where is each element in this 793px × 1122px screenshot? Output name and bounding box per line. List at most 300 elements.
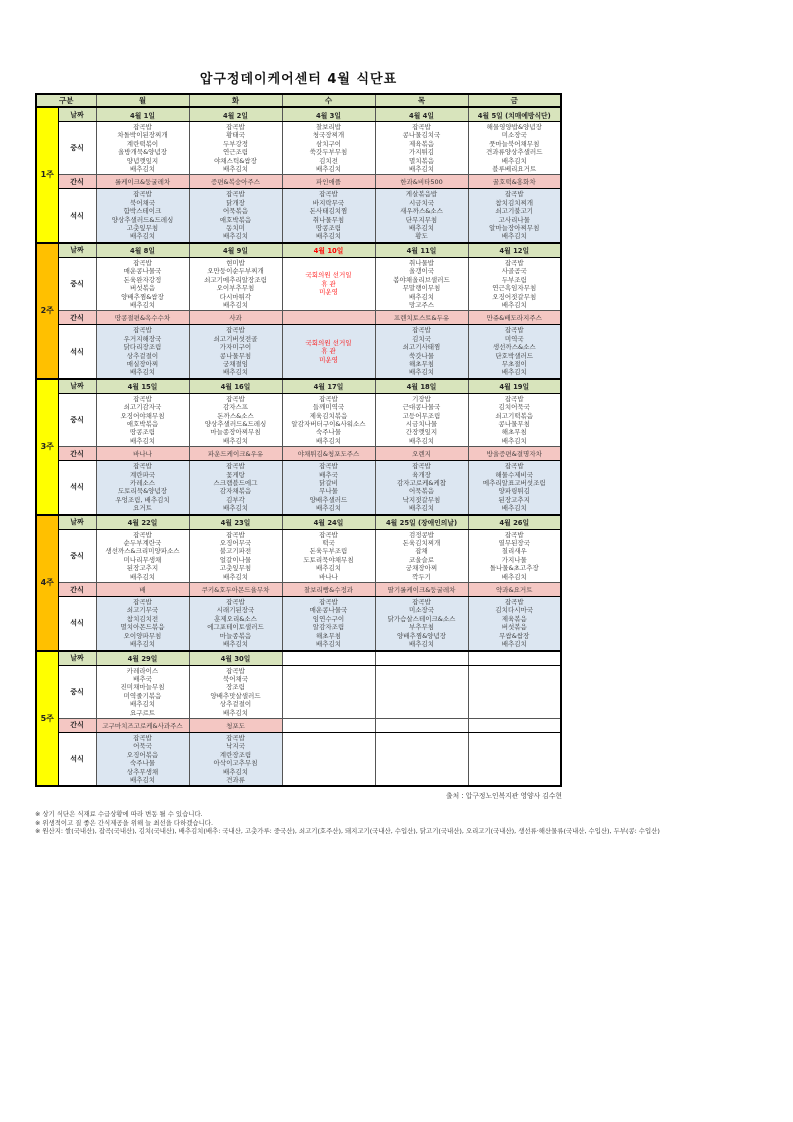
menu-item: 참치김치찌개 <box>495 198 534 207</box>
menu-item: 휴 관 <box>321 347 336 356</box>
menu-item: 잡곡밥 <box>412 462 431 471</box>
menu-item: 무쌈&쌈장 <box>499 631 530 640</box>
menu-item: 바나나 <box>319 572 338 581</box>
menu-item: 잡곡밥 <box>226 462 245 471</box>
snack-cell: 땅콩절편&옥수수차 <box>96 311 189 325</box>
dinner-cell <box>375 325 468 379</box>
footnote-1: ※ 상기 식단은 식재료 수급상황에 따라 변동 될 수 있습니다. <box>35 810 203 819</box>
menu-item: 어묵국 <box>133 742 152 751</box>
menu-item: 새우까스&소스 <box>400 207 443 216</box>
menu-item: 상추무생채 <box>126 767 159 776</box>
date-row <box>36 651 561 666</box>
footnotes <box>35 810 773 835</box>
lunch-cell <box>96 122 189 175</box>
menu-item: 배추김치 <box>222 767 249 776</box>
menu-item: 잡곡밥 <box>504 326 524 335</box>
snack-row-label: 간식 <box>58 175 96 189</box>
week-label: 5주 <box>36 651 58 787</box>
menu-item: 잡곡밥 <box>133 190 152 199</box>
menu-item: 카레라이스 <box>126 666 159 675</box>
menu-item: 청국장찌개 <box>312 131 345 140</box>
snack-cell: 증편&복숭아주스 <box>189 175 282 189</box>
snack-cell: 오렌지 <box>375 447 468 461</box>
menu-item: 버섯볶음 <box>129 284 156 293</box>
dinner-cell <box>189 325 282 379</box>
date-cell: 4월 15일 <box>96 379 189 394</box>
lunch-cell <box>375 122 468 175</box>
menu-item: 양상추샐러드&드레싱 <box>111 215 174 224</box>
lunch-cell <box>282 665 375 718</box>
dinner-cell <box>189 461 282 515</box>
snack-cell: 찰보리빵&수정과 <box>282 583 375 597</box>
date-cell <box>468 651 561 666</box>
menu-item: 견과류 <box>226 775 245 784</box>
menu-item: 기장밥 <box>412 394 431 403</box>
menu-item: 애호박볶음 <box>219 215 252 224</box>
menu-item: 미소장국 <box>501 131 527 140</box>
menu-item: 닭갈비 <box>319 479 338 487</box>
menu-item: 열무된장국 <box>498 539 530 548</box>
menu-item: 잡곡밥 <box>226 598 245 607</box>
menu-item: 미나리무생채 <box>123 555 162 564</box>
menu-item: 해물수제비국 <box>495 470 534 479</box>
menu-item: 칠리새우 <box>501 547 527 556</box>
menu-item: 고춧잎무침 <box>126 224 159 233</box>
menu-item: 차돌박이된장찌개 <box>117 131 168 140</box>
menu-item: 동치미 <box>226 224 245 233</box>
menu-item: 해초무침 <box>501 428 527 437</box>
menu-item: 함박스테이크 <box>123 207 162 216</box>
menu-item: 고춧잎무침 <box>219 564 252 573</box>
date-row <box>36 243 561 258</box>
week-label: 2주 <box>36 243 58 379</box>
snack-cell: 약과&요거트 <box>468 583 561 597</box>
lunch-row-label: 중식 <box>58 257 96 310</box>
date-cell: 4월 2일 <box>189 107 282 122</box>
menu-item: 배추김치 <box>408 504 435 513</box>
menu-item: 쇠고기감자국 <box>123 403 162 412</box>
lunch-cell <box>96 665 189 718</box>
menu-item: 잡곡밥 <box>412 123 431 131</box>
menu-item: 배추김치 <box>315 504 342 513</box>
date-row-label: 날짜 <box>58 107 96 122</box>
lunch-cell <box>189 122 282 175</box>
menu-item: 황태국 <box>226 131 245 140</box>
menu-item: 콩나물김치국 <box>402 131 441 140</box>
menu-item: 김부각 <box>226 495 245 504</box>
menu-item: 메추리알표고버섯조림 <box>482 479 546 487</box>
menu-item: 잡채 <box>415 547 428 556</box>
dinner-cell <box>375 461 468 515</box>
date-cell: 4월 29일 <box>96 651 189 666</box>
menu-item: 배추김치 <box>222 165 249 174</box>
menu-item: 잡곡밥 <box>133 394 152 403</box>
menu-item: 미소장국 <box>408 606 435 615</box>
menu-item: 배추김치 <box>408 436 435 445</box>
menu-item: 검정콩밥 <box>408 530 435 539</box>
menu-item: 해물영양밥&양념장 <box>486 123 542 131</box>
menu-item: 연근조림 <box>222 148 249 157</box>
menu-item: 알감자버터구이&사워소스 <box>291 419 366 428</box>
snack-cell: 사과 <box>189 311 282 325</box>
menu-item: 쇠고기메추리알장조림 <box>204 275 267 284</box>
lunch-cell <box>96 529 189 582</box>
menu-item: 배추김치 <box>501 436 527 445</box>
menu-item: 상추겉절이 <box>126 351 159 360</box>
date-cell: 4월 25일 (장애인의날) <box>375 515 468 530</box>
menu-item: 배추김치 <box>222 504 249 513</box>
menu-item: 낙지젓갈무침 <box>402 495 441 504</box>
menu-item: 해초무침 <box>315 631 342 640</box>
date-row-label: 날짜 <box>58 379 96 394</box>
snack-cell <box>282 311 375 325</box>
date-cell: 4월 18일 <box>375 379 468 394</box>
menu-item: 얼갈이나물 <box>219 555 252 564</box>
menu-item: 견과류양상추샐러드 <box>485 148 543 157</box>
dinner-cell <box>282 597 375 651</box>
date-cell: 4월 16일 <box>189 379 282 394</box>
menu-item: 돈육두부조림 <box>309 547 348 556</box>
menu-item: 북어채국 <box>222 674 249 683</box>
menu-item: 근대콩나물국 <box>402 403 441 412</box>
lunch-row-label: 중식 <box>58 665 96 718</box>
date-cell: 4월 11일 <box>375 243 468 258</box>
menu-item: 콩나물무침 <box>219 351 252 360</box>
menu-item: 배추김치 <box>129 700 156 709</box>
menu-item: 제육볶음 <box>408 139 435 148</box>
menu-item: 잡곡밥 <box>319 598 338 607</box>
lunch-cell <box>282 529 375 582</box>
header-row <box>36 94 561 107</box>
date-cell: 4월 26일 <box>468 515 561 530</box>
menu-item: 양배추찜&쌈장 <box>121 292 164 301</box>
menu-item: 매운콩나물국 <box>123 267 162 276</box>
menu-item: 김치다시마국 <box>495 606 534 615</box>
menu-item: 숙주나물 <box>129 759 156 768</box>
menu-item: 쇠고기불고기 <box>495 207 534 216</box>
dinner-row <box>36 461 561 515</box>
menu-item: 쑥갓두부무침 <box>309 148 348 157</box>
menu-item: 닭개장 <box>226 198 245 207</box>
lunch-cell <box>189 665 282 718</box>
menu-item: 가지나물 <box>501 555 527 564</box>
menu-item: 고사리나물 <box>498 215 530 224</box>
date-row <box>36 515 561 530</box>
menu-item: 잡곡밥 <box>504 530 524 539</box>
menu-item: 궁채절임 <box>222 359 249 368</box>
dinner-cell <box>189 189 282 243</box>
menu-item: 깍두기 <box>412 572 431 581</box>
snack-cell: 롤케이크&둥굴레차 <box>96 175 189 189</box>
menu-item: 상추겉절이 <box>219 700 252 709</box>
snack-cell: 파인애플 <box>282 175 375 189</box>
date-cell: 4월 3일 <box>282 107 375 122</box>
menu-item: 쇠고기무국 <box>126 606 159 615</box>
menu-item: 배추김치 <box>129 232 156 241</box>
dinner-cell <box>375 597 468 651</box>
menu-item: 양배추찜&양념장 <box>396 631 447 640</box>
menu-item: 쇠고기사태찜 <box>402 343 441 352</box>
snack-cell: 한과&비타500 <box>375 175 468 189</box>
menu-item: 시금치나물 <box>405 419 438 428</box>
menu-item: 잡곡밥 <box>412 598 431 607</box>
menu-item: 요구르트 <box>129 708 156 717</box>
menu-item: 우엉조림, 배추김치 <box>115 495 170 504</box>
dinner-cell <box>96 597 189 651</box>
snack-cell: 바나나 <box>96 447 189 461</box>
menu-item: 돈까스&소스 <box>217 411 254 420</box>
snack-cell <box>282 718 375 732</box>
snack-row <box>36 175 561 189</box>
lunch-row-label: 중식 <box>58 529 96 582</box>
menu-item: 돈육완자강정 <box>123 275 162 284</box>
menu-item: 계란장조림 <box>219 750 252 759</box>
lunch-cell <box>468 122 561 175</box>
menu-item: 오징어볶음 <box>126 750 159 759</box>
dinner-cell <box>189 597 282 651</box>
menu-item: 애호박볶음 <box>126 419 159 428</box>
lunch-cell <box>468 257 561 310</box>
date-row-label: 날짜 <box>58 515 96 530</box>
menu-item: 다시마튀각 <box>219 292 252 301</box>
menu-item: 배추김치 <box>129 165 156 174</box>
menu-item: 두부강정 <box>222 139 249 148</box>
lunch-row-label: 중식 <box>58 393 96 446</box>
day-header: 월 <box>96 94 189 107</box>
dinner-cell <box>375 732 468 786</box>
lunch-cell <box>468 529 561 582</box>
menu-item: 양배추샐러드 <box>309 495 348 504</box>
menu-item: 김치전 <box>319 156 338 165</box>
menu-item: 궁채장아찌 <box>405 564 438 573</box>
menu-item: 배추국 <box>133 674 152 683</box>
menu-item: 배추김치 <box>408 368 435 377</box>
snack-cell <box>468 718 561 732</box>
lunch-cell <box>468 665 561 718</box>
snack-cell: 고구마치즈고로케&사과주스 <box>96 718 189 732</box>
menu-item: 오이양파무침 <box>123 631 162 640</box>
menu-item: 잡곡밥 <box>133 733 152 742</box>
menu-item: 양파링튀김 <box>498 487 530 496</box>
menu-item: 어묵볶음 <box>222 207 249 216</box>
menu-item: 배추김치 <box>501 640 527 649</box>
menu-item: 국회의원 선거일 <box>305 271 352 280</box>
menu-item: 된장고추지 <box>126 564 159 573</box>
week-label: 3주 <box>36 379 58 515</box>
menu-item: 단호박샐러드 <box>495 351 534 360</box>
menu-item: 배추김치 <box>501 504 527 513</box>
source-credit: 출처 : 압구정노인복지관 영양사 김수현 <box>446 792 562 801</box>
menu-item: 콩나물무침 <box>498 419 530 428</box>
menu-item: 잡곡밥 <box>319 394 338 403</box>
menu-item: 배추국 <box>319 470 338 479</box>
menu-item: 장조림 <box>226 683 245 692</box>
dinner-cell <box>282 189 375 243</box>
week-label: 1주 <box>36 107 58 243</box>
menu-item: 야채스틱&쌈장 <box>214 156 257 165</box>
menu-item: 매실장아찌 <box>126 359 159 368</box>
menu-item: 사골곰국 <box>501 267 527 276</box>
menu-item: 알마늘장아찌무침 <box>489 224 540 233</box>
menu-item: 닭다리장조림 <box>123 343 162 352</box>
dinner-cell <box>96 732 189 786</box>
snack-cell <box>375 718 468 732</box>
menu-item: 잡곡밥 <box>133 598 152 607</box>
lunch-cell <box>96 393 189 446</box>
menu-item: 진미채마늘무침 <box>120 683 165 692</box>
date-cell: 4월 23일 <box>189 515 282 530</box>
dinner-cell <box>468 732 561 786</box>
menu-item: 들깨미역국 <box>312 403 345 412</box>
menu-item: 배추김치 <box>129 640 156 649</box>
menu-item: 게살볶음밥 <box>405 190 438 199</box>
menu-item: 도토리묵야채무침 <box>303 555 354 564</box>
menu-item: 잡곡밥 <box>226 394 245 403</box>
menu-item: 떡국 <box>322 539 335 548</box>
menu-item: 훈제오리&소스 <box>214 614 257 623</box>
menu-item: 제육볶음 <box>501 614 527 623</box>
menu-item: 땅콩조림 <box>129 428 156 437</box>
menu-item: 배추김치 <box>315 232 342 241</box>
menu-item: 마늘종볶음 <box>219 631 252 640</box>
menu-item: 숙주나물 <box>315 428 342 437</box>
menu-item: 낙지국 <box>226 742 245 751</box>
menu-item: 배추김치 <box>129 775 156 784</box>
menu-item: 연근흑임자무침 <box>492 284 537 293</box>
snack-row <box>36 583 561 597</box>
menu-item: 잡곡밥 <box>133 462 152 471</box>
menu-item: 취나물무침 <box>312 215 345 224</box>
menu-item: 미역줄기볶음 <box>123 691 162 700</box>
menu-item: 부추무침 <box>408 623 435 632</box>
menu-item: 육개장 <box>412 470 431 479</box>
snack-row <box>36 447 561 461</box>
menu-item: 잡곡밥 <box>504 462 524 471</box>
snack-row <box>36 718 561 732</box>
dinner-row <box>36 732 561 786</box>
menu-item: 마늘종장아찌무침 <box>210 428 261 437</box>
menu-item: 배추김치 <box>129 436 156 445</box>
menu-item: 잡곡밥 <box>133 258 152 267</box>
menu-item: 생선까스&크리미양파소스 <box>105 547 180 556</box>
menu-item: 가지튀김 <box>408 148 435 157</box>
dinner-row-label: 석식 <box>58 597 96 651</box>
dinner-cell <box>282 461 375 515</box>
menu-item: 김치어묵국 <box>498 403 530 412</box>
snack-cell: 배 <box>96 583 189 597</box>
menu-item: 배추김치 <box>501 572 527 581</box>
lunch-cell <box>282 257 375 310</box>
menu-item: 배추김치 <box>501 368 527 377</box>
snack-cell: 만쥬&배도라지주스 <box>468 311 561 325</box>
menu-item: 오징어야채무침 <box>120 411 165 420</box>
menu-item: 시금치국 <box>408 198 435 207</box>
date-row <box>36 379 561 394</box>
menu-item: 오징어무국 <box>219 539 252 548</box>
menu-item: 황도 <box>415 232 428 241</box>
menu-item: 돈사태김치찜 <box>309 207 348 216</box>
menu-item: 잡곡밥 <box>226 190 245 199</box>
menu-item: 양배추맛살샐러드 <box>210 691 261 700</box>
dinner-row-label: 석식 <box>58 461 96 515</box>
menu-item: 바지락무국 <box>312 198 345 207</box>
menu-item: 배추김치 <box>129 572 156 581</box>
menu-item: 돈육김치찌개 <box>402 539 441 548</box>
snack-cell: 야채튀김&청포도주스 <box>282 447 375 461</box>
table-body <box>36 107 561 786</box>
menu-item: 배추김치 <box>315 564 342 573</box>
menu-item: 잡곡밥 <box>504 598 524 607</box>
corner-header: 구분 <box>36 94 96 107</box>
menu-item: 임연수구이 <box>312 614 345 623</box>
menu-item: 잡곡밥 <box>226 666 245 675</box>
dinner-cell <box>96 325 189 379</box>
menu-item: 해초무침 <box>408 359 435 368</box>
menu-item: 미운영 <box>319 355 338 364</box>
menu-item: 스크램블드에그 <box>213 479 258 487</box>
menu-item: 잡곡밥 <box>412 326 431 335</box>
menu-item: 잡곡밥 <box>319 190 338 199</box>
dinner-row-label: 석식 <box>58 732 96 786</box>
snack-row-label: 간식 <box>58 311 96 325</box>
snack-cell: 방울증편&결명자차 <box>468 447 561 461</box>
snack-cell: 쿠키&호두아몬드율무차 <box>189 583 282 597</box>
menu-item: 참치김치전 <box>126 614 159 623</box>
menu-item: 된장고추지 <box>498 495 530 504</box>
menu-item: 망고주스 <box>408 300 435 309</box>
lunch-cell <box>96 257 189 310</box>
menu-item: 땅콩조림 <box>315 224 342 233</box>
menu-item: 배추김치 <box>315 436 342 445</box>
date-cell: 4월 5일 (치매예방식단) <box>468 107 561 122</box>
date-cell: 4월 10일 <box>282 243 375 258</box>
menu-item: 두부조림 <box>501 275 527 284</box>
snack-cell: 파운드케이크&우유 <box>189 447 282 461</box>
date-cell: 4월 19일 <box>468 379 561 394</box>
dinner-row <box>36 325 561 379</box>
menu-item: 배추김치 <box>408 224 435 233</box>
dinner-cell <box>96 189 189 243</box>
snack-row-label: 간식 <box>58 447 96 461</box>
menu-item: 코울슬로 <box>408 555 435 564</box>
menu-item: 배추김치 <box>129 300 156 309</box>
date-cell: 4월 12일 <box>468 243 561 258</box>
date-row-label: 날짜 <box>58 243 96 258</box>
menu-table <box>35 93 562 787</box>
day-header: 화 <box>189 94 282 107</box>
menu-item: 배추김치 <box>222 436 249 445</box>
menu-item: 간장깻잎지 <box>405 428 438 437</box>
date-cell: 4월 1일 <box>96 107 189 122</box>
menu-item: 양상추샐러드&드레싱 <box>204 419 267 428</box>
lunch-row <box>36 257 561 310</box>
menu-item: 제육김치볶음 <box>309 411 348 420</box>
lunch-cell <box>375 393 468 446</box>
menu-item: 봄야채올리브샐러드 <box>393 275 450 284</box>
menu-item: 카레소스 <box>129 479 156 487</box>
menu-item: 버섯볶음 <box>501 623 527 632</box>
menu-item: 잡곡밥 <box>226 123 245 131</box>
menu-item: 취나물밥 <box>408 258 435 267</box>
date-row <box>36 107 561 122</box>
menu-item: 현미밥 <box>226 258 245 267</box>
menu-item: 잡곡밥 <box>226 733 245 742</box>
menu-item: 미역국 <box>504 334 524 343</box>
date-cell: 4월 30일 <box>189 651 282 666</box>
lunch-cell <box>282 122 375 175</box>
menu-item: 배추김치 <box>315 165 342 174</box>
date-cell: 4월 8일 <box>96 243 189 258</box>
